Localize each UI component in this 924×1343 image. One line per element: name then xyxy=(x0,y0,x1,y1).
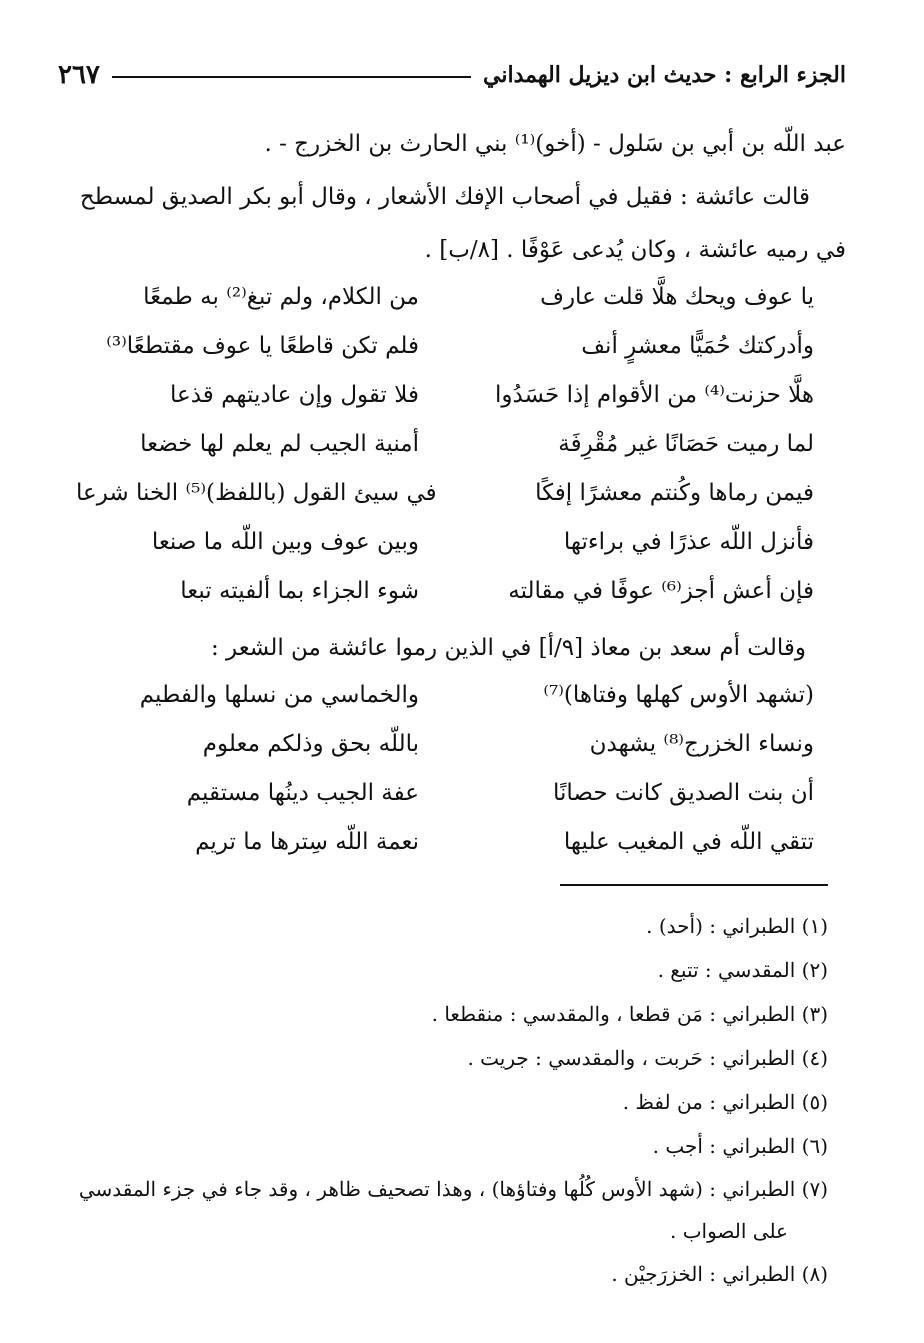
verse-second-hemistich: فلا تقول وإن عاديتهم قذعا xyxy=(169,381,419,408)
verse-line xyxy=(76,419,814,468)
verse-first-hemistich: فإن أعش أجز⁽⁶⁾ عوفًا في مقالته xyxy=(508,577,814,604)
verse-line xyxy=(76,817,814,866)
verse-second-hemistich: عفة الجيب دينُها مستقيم xyxy=(186,779,419,806)
verse-line xyxy=(76,517,814,566)
footnote: (١) الطبراني : (أحد) . xyxy=(646,914,828,938)
footnote-text: (٧) الطبراني : (شهد الأوس كُلُها وفتاؤها) ، وهذا تصحيف ظاهر ، وقد جاء في جزء المقدسي xyxy=(78,1177,828,1201)
body-line: عبد اللّه بن أبي بن سَلول - (أخو)⁽¹⁾ بني الحارث بن الخزرج - . xyxy=(264,131,846,157)
verse-second-hemistich: فلم تكن قاطعًا يا عوف مقتطعًا⁽³⁾ xyxy=(106,332,419,359)
verse-second-hemistich: شوء الجزاء بما ألفيته تبعا xyxy=(180,577,419,604)
verse-second-hemistich: من الكلام، ولم تبغ⁽²⁾ به طمعًا xyxy=(143,283,419,310)
verse-line xyxy=(76,566,814,615)
verse-line xyxy=(76,370,814,419)
verse-second-hemistich: نعمة اللّه سِترها ما تريم xyxy=(195,828,419,855)
verse-line xyxy=(76,321,814,370)
verse-second-hemistich: والخماسي من نسلها والفطيم xyxy=(139,681,419,708)
body-line: في رميه عائشة ، وكان يُدعى عَوْفًا . [٨/ب] . xyxy=(424,237,846,263)
footnote-separator xyxy=(560,884,828,886)
verse-line xyxy=(76,768,814,817)
verse-line xyxy=(76,670,814,719)
running-title: الجزء الرابع : حديث ابن ديزيل الهمداني xyxy=(483,62,846,88)
verse-first-hemistich: يا عوف ويحك هلَّا قلت عارف xyxy=(540,283,814,310)
poem-intro: وقالت أم سعد بن معاذ [٩/أ] في الذين رموا عائشة من الشعر : xyxy=(210,635,806,661)
footnote: (٤) الطبراني : حَربت ، والمقدسي : جريت . xyxy=(467,1046,828,1070)
page-header xyxy=(58,58,846,92)
verse-second-hemistich: في سيئ القول (باللفظ)⁽⁵⁾ الخنا شرعا xyxy=(76,479,437,506)
verse-first-hemistich: أن بنت الصديق كانت حصانًا xyxy=(553,779,814,806)
verse-first-hemistich: فيمن رماها وكُنتم معشرًا إفكًا xyxy=(535,479,814,506)
footnotes xyxy=(50,904,828,1296)
footnote: (٥) الطبراني : من لفظ . xyxy=(622,1090,828,1114)
verse-first-hemistich: هلَّا حزنت⁽⁴⁾ من الأقوام إذا حَسَدُوا xyxy=(494,381,814,408)
verse-first-hemistich: ونساء الخزرج⁽⁸⁾ يشهدن xyxy=(589,730,814,757)
footnote: (٦) الطبراني : أجب . xyxy=(652,1134,828,1158)
verse-line xyxy=(76,468,814,517)
verse-second-hemistich: أمنية الجيب لم يعلم لها خضعا xyxy=(140,430,419,457)
body-line: قالت عائشة : فقيل في أصحاب الإفك الأشعار ، وقال أبو بكر الصديق لمسطح xyxy=(79,184,810,210)
verse-second-hemistich: وبين عوف وبين اللّه ما صنعا xyxy=(151,528,419,555)
poem-2 xyxy=(76,670,814,866)
verse-first-hemistich: فأنزل اللّه عذرًا في براءتها xyxy=(563,528,814,555)
footnote-continuation: على الصواب . xyxy=(669,1219,788,1243)
footnote: (٣) الطبراني : مَن قطعا ، والمقدسي : منقطعا . xyxy=(431,1002,828,1026)
verse-line xyxy=(76,272,814,321)
footnote: (٨) الطبراني : الخزرَجيْن . xyxy=(611,1262,828,1286)
body-text xyxy=(50,118,846,277)
verse-second-hemistich: باللّه بحق وذلكم معلوم xyxy=(202,730,419,757)
verse-first-hemistich: (تشهد الأوس كهلها وفتاها)⁽⁷⁾ xyxy=(543,681,814,708)
verse-first-hemistich: تتقي اللّه في المغيب عليها xyxy=(563,828,814,855)
footnote: (٢) المقدسي : تتبع . xyxy=(657,958,828,982)
verse-first-hemistich: وأدركتك حُمَيًّا معشرٍ أنف xyxy=(581,332,814,359)
poem-1 xyxy=(76,272,814,615)
header-rule xyxy=(112,76,471,78)
page-number: ٢٦٧ xyxy=(58,60,100,90)
verse-first-hemistich: لما رميت حَصَانًا غير مُقْرِفَة xyxy=(558,430,814,457)
footnote xyxy=(50,1168,828,1252)
verse-line xyxy=(76,719,814,768)
